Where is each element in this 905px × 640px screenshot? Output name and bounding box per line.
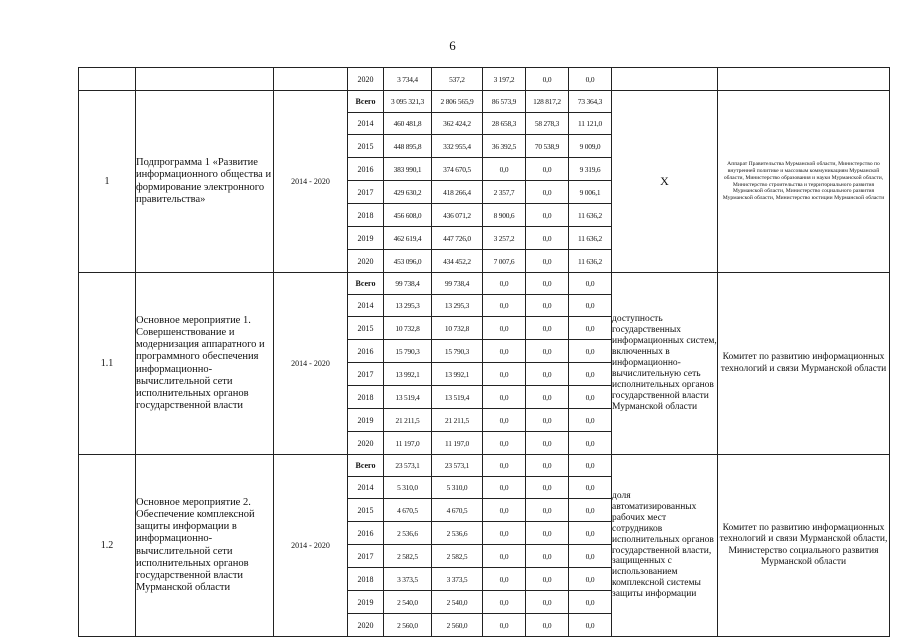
program-table: [78, 67, 890, 637]
value-cell: 99 738,4: [432, 273, 483, 295]
value-cell: 0,0: [483, 591, 526, 614]
year-cell: 2020: [348, 614, 384, 637]
value-cell: 13 295,3: [384, 295, 432, 317]
value-cell: 3 373,5: [432, 568, 483, 591]
section-responsible: Комитет по развитию информационных технологий и связи Мурманской области: [718, 273, 890, 455]
value-cell: 0,0: [483, 455, 526, 477]
value-cell: 0,0: [569, 545, 612, 568]
value-cell: 2 806 565,9: [432, 91, 483, 113]
value-cell: 11 197,0: [432, 432, 483, 455]
section-name: Основное мероприятие 2. Обеспечение комплексной защиты информации в информационно-вычислительной сети исполнительных органов государственной власти Мурманской области: [136, 455, 274, 637]
value-cell: 0,0: [483, 363, 526, 386]
value-cell: 15 790,3: [384, 340, 432, 363]
value-cell: 0,0: [483, 499, 526, 522]
year-cell: 2014: [348, 113, 384, 135]
value-cell: 58 278,3: [526, 113, 569, 135]
value-cell: 0,0: [483, 568, 526, 591]
value-cell: 0,0: [569, 409, 612, 432]
value-cell: 0,0: [483, 273, 526, 295]
value-cell: 456 608,0: [384, 204, 432, 227]
value-cell: 0,0: [526, 591, 569, 614]
value-cell: 86 573,9: [483, 91, 526, 113]
section-responsible: Аппарат Правительства Мурманской области, Министерство по внутренней политике и массовым коммуникациям Мурманской области, Министерство образования и науки Мурманской области, Министерство строительства и территориального развития Мурманской области, Министерство социального развития Мурманской области, Министерство юстиции Мурманской области: [718, 91, 890, 273]
table-row: [79, 91, 890, 113]
value-cell: 13 992,1: [384, 363, 432, 386]
value-cell: 3 197,2: [483, 68, 526, 91]
value-cell: 11 197,0: [384, 432, 432, 455]
year-cell: 2018: [348, 386, 384, 409]
value-cell: 9 319,6: [569, 158, 612, 181]
year-cell: 2015: [348, 499, 384, 522]
value-cell: 4 670,5: [432, 499, 483, 522]
page-number: 6: [449, 38, 456, 53]
value-cell: 13 519,4: [432, 386, 483, 409]
value-cell: 0,0: [569, 455, 612, 477]
value-cell: 0,0: [526, 227, 569, 250]
value-cell: 0,0: [569, 499, 612, 522]
value-cell: 0,0: [526, 386, 569, 409]
year-cell: 2016: [348, 158, 384, 181]
table-body: [79, 68, 890, 637]
value-cell: 0,0: [526, 68, 569, 91]
value-cell: 10 732,8: [384, 317, 432, 340]
value-cell: 70 538,9: [526, 135, 569, 158]
value-cell: 0,0: [526, 568, 569, 591]
value-cell: 332 955,4: [432, 135, 483, 158]
value-cell: 3 095 321,3: [384, 91, 432, 113]
value-cell: 3 257,2: [483, 227, 526, 250]
value-cell: 0,0: [569, 68, 612, 91]
value-cell: 0,0: [569, 317, 612, 340]
value-cell: 15 790,3: [432, 340, 483, 363]
value-cell: 0,0: [526, 181, 569, 204]
value-cell: 0,0: [569, 591, 612, 614]
value-cell: 0,0: [483, 158, 526, 181]
value-cell: 0,0: [569, 386, 612, 409]
value-cell: 0,0: [483, 545, 526, 568]
value-cell: 21 211,5: [432, 409, 483, 432]
value-cell: 2 560,0: [432, 614, 483, 637]
value-cell: 0,0: [483, 522, 526, 545]
value-cell: 0,0: [526, 477, 569, 499]
value-cell: 0,0: [526, 545, 569, 568]
value-cell: 436 071,2: [432, 204, 483, 227]
value-cell: 7 007,6: [483, 250, 526, 273]
value-cell: 0,0: [526, 614, 569, 637]
value-cell: 13 295,3: [432, 295, 483, 317]
year-cell: 2014: [348, 477, 384, 499]
year-cell: 2019: [348, 409, 384, 432]
value-cell: 0,0: [483, 614, 526, 637]
value-cell: 0,0: [483, 386, 526, 409]
value-cell: 128 817,2: [526, 91, 569, 113]
value-cell: 0,0: [569, 340, 612, 363]
value-cell: 0,0: [569, 568, 612, 591]
value-cell: 2 582,5: [432, 545, 483, 568]
top-empty-indicator: [612, 68, 718, 91]
value-cell: 9 009,0: [569, 135, 612, 158]
year-cell: 2015: [348, 135, 384, 158]
value-cell: 0,0: [526, 363, 569, 386]
section-period: 2014 - 2020: [274, 455, 348, 637]
value-cell: 2 560,0: [384, 614, 432, 637]
value-cell: 0,0: [526, 158, 569, 181]
value-cell: 0,0: [569, 477, 612, 499]
value-cell: 418 266,4: [432, 181, 483, 204]
value-cell: 21 211,5: [384, 409, 432, 432]
value-cell: 0,0: [483, 340, 526, 363]
top-empty-responsible: [718, 68, 890, 91]
value-cell: 11 636,2: [569, 204, 612, 227]
value-cell: 0,0: [526, 432, 569, 455]
section-indicator: доля автоматизированных рабочих мест сотрудников исполнительных органов государственной власти, защищенных с использованием комплексной системы защиты информации: [612, 455, 718, 637]
total-label: Всего: [348, 91, 384, 113]
value-cell: 362 424,2: [432, 113, 483, 135]
year-cell: 2016: [348, 522, 384, 545]
value-cell: 2 582,5: [384, 545, 432, 568]
value-cell: 2 536,6: [432, 522, 483, 545]
value-cell: 3 373,5: [384, 568, 432, 591]
value-cell: 11 636,2: [569, 250, 612, 273]
section-number: 1: [79, 91, 136, 273]
value-cell: 10 732,8: [432, 317, 483, 340]
section-number: 1.1: [79, 273, 136, 455]
table-row: [79, 273, 890, 295]
value-cell: 453 096,0: [384, 250, 432, 273]
value-cell: 2 540,0: [384, 591, 432, 614]
value-cell: 2 536,6: [384, 522, 432, 545]
value-cell: 5 310,0: [432, 477, 483, 499]
section-indicator: доступность государственных информационных систем, включенных в информационно-вычислительную сеть исполнительных органов государственной власти Мурманской области: [612, 273, 718, 455]
value-cell: 0,0: [483, 295, 526, 317]
value-cell: 0,0: [569, 522, 612, 545]
year-cell: 2019: [348, 227, 384, 250]
total-label: Всего: [348, 273, 384, 295]
year-cell: 2017: [348, 181, 384, 204]
top-empty-name: [136, 68, 274, 91]
value-cell: 23 573,1: [432, 455, 483, 477]
year-cell: 2019: [348, 591, 384, 614]
value-cell: 0,0: [569, 273, 612, 295]
value-cell: 0,0: [483, 477, 526, 499]
value-cell: 0,0: [569, 363, 612, 386]
value-cell: 0,0: [483, 409, 526, 432]
value-cell: 8 900,6: [483, 204, 526, 227]
section-period: 2014 - 2020: [274, 273, 348, 455]
value-cell: 383 990,1: [384, 158, 432, 181]
value-cell: 0,0: [526, 499, 569, 522]
top-empty-number: [79, 68, 136, 91]
value-cell: 460 481,8: [384, 113, 432, 135]
value-cell: 2 357,7: [483, 181, 526, 204]
year-cell: 2017: [348, 545, 384, 568]
value-cell: 0,0: [526, 455, 569, 477]
value-cell: 99 738,4: [384, 273, 432, 295]
value-cell: 429 630,2: [384, 181, 432, 204]
year-cell: 2014: [348, 295, 384, 317]
value-cell: 9 006,1: [569, 181, 612, 204]
value-cell: 0,0: [569, 614, 612, 637]
value-cell: 447 726,0: [432, 227, 483, 250]
value-cell: 13 992,1: [432, 363, 483, 386]
section-indicator: X: [612, 91, 718, 273]
year-cell: 2016: [348, 340, 384, 363]
value-cell: 462 619,4: [384, 227, 432, 250]
year-cell: 2020: [348, 250, 384, 273]
year-cell: 2020: [348, 432, 384, 455]
value-cell: 0,0: [483, 317, 526, 340]
top-empty-period: [274, 68, 348, 91]
value-cell: 36 392,5: [483, 135, 526, 158]
value-cell: 0,0: [526, 409, 569, 432]
value-cell: 0,0: [526, 340, 569, 363]
value-cell: 0,0: [483, 432, 526, 455]
year-cell: 2018: [348, 568, 384, 591]
total-label: Всего: [348, 455, 384, 477]
value-cell: 374 670,5: [432, 158, 483, 181]
value-cell: 434 452,2: [432, 250, 483, 273]
section-number: 1.2: [79, 455, 136, 637]
year-cell: 2020: [348, 68, 384, 91]
value-cell: 0,0: [526, 317, 569, 340]
value-cell: 0,0: [569, 432, 612, 455]
value-cell: 11 121,0: [569, 113, 612, 135]
value-cell: 2 540,0: [432, 591, 483, 614]
year-cell: 2015: [348, 317, 384, 340]
year-cell: 2017: [348, 363, 384, 386]
year-cell: 2018: [348, 204, 384, 227]
value-cell: 448 895,8: [384, 135, 432, 158]
table-row-top: [79, 68, 890, 91]
value-cell: 3 734,4: [384, 68, 432, 91]
value-cell: 0,0: [526, 273, 569, 295]
value-cell: 537,2: [432, 68, 483, 91]
value-cell: 4 670,5: [384, 499, 432, 522]
value-cell: 0,0: [526, 250, 569, 273]
value-cell: 13 519,4: [384, 386, 432, 409]
value-cell: 28 658,3: [483, 113, 526, 135]
value-cell: 11 636,2: [569, 227, 612, 250]
section-name: Подпрограмма 1 «Развитие информационного общества и формирование электронного правительства»: [136, 91, 274, 273]
section-name: Основное мероприятие 1. Совершенствование и модернизация аппаратного и программного обеспечения информационно-вычислительной сети исполнительных органов государственной власти: [136, 273, 274, 455]
value-cell: 0,0: [526, 204, 569, 227]
value-cell: 0,0: [526, 295, 569, 317]
value-cell: 0,0: [526, 522, 569, 545]
value-cell: 23 573,1: [384, 455, 432, 477]
section-responsible: Комитет по развитию информационных технологий и связи Мурманской области, Министерство социального развития Мурманской области: [718, 455, 890, 637]
table-row: [79, 455, 890, 477]
section-period: 2014 - 2020: [274, 91, 348, 273]
value-cell: 0,0: [569, 295, 612, 317]
value-cell: 5 310,0: [384, 477, 432, 499]
value-cell: 73 364,3: [569, 91, 612, 113]
